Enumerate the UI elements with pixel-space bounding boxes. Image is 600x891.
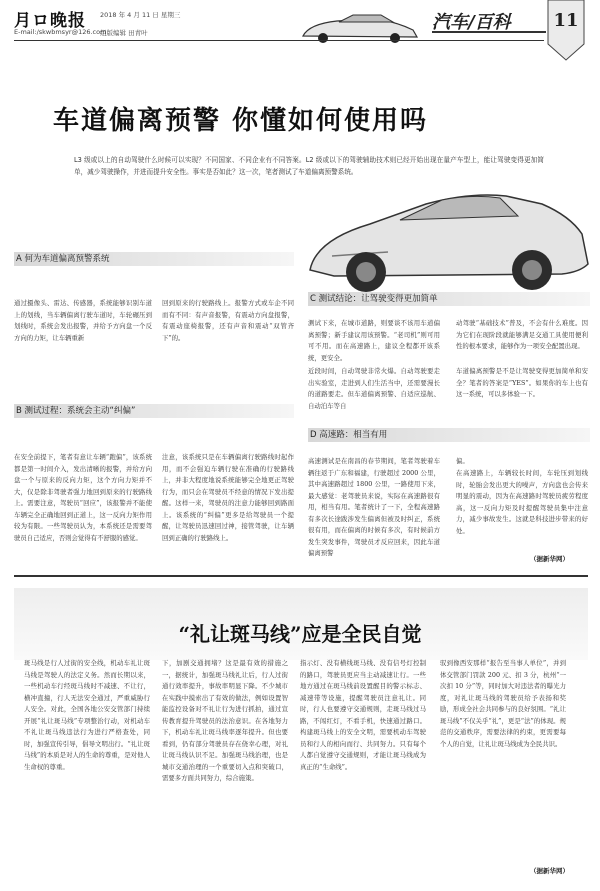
section-c-col1b: 近段时间，自动驾驶非常火爆。自动驾驶要走出实验室，走进到人们生活当中，还需要漫长的道路要走。但车道偏离预警、自适应巡航、自动泊车等自 — [308, 367, 440, 410]
section-b-heading: B 测试过程：系统会主动“纠偏” — [14, 404, 294, 418]
header-rule — [14, 40, 544, 41]
article2-col4: 驭到像西安那样“报告至当事人单位”，并到体交管部门罚款 200 元、扣 3 分，杭州“一次扣 10 分”等，同时加大对违法者的曝光力度，对礼让斑马线的驾驶员给予表扬和奖励，形成全社会共同参与的良好氛围。“礼让斑马线”不仅关乎“礼”，更是“法”的体现。规范的交通秩序，需要法律的约束，更需要每个人的自觉，让礼让斑马线成为全民共识。 — [440, 659, 566, 748]
header-date: 2018 年 4 月 11 日 星期三 — [100, 11, 181, 19]
section-a-col2: 回到原来的行驶路线上。报警方式或车企不同而有不同：有声音报警，有震动方向盘报警，有震动座椅报警，还有声音和震动“双管齐下”的。 — [162, 299, 294, 342]
header-editor: 组版编辑 田青叶 — [100, 29, 148, 37]
section-b-col2: 注意，该系统只是在车辆偏离行驶路线时起作用，而不会强迫车辆行驶在准确的行驶路线上，并非大程度地说系统能够完全地更正驾驶行为，而只会在驾驶员不经意的情况下发出提醒。这样一来，驾驶员的注意力能够回到路面上。该系统的“纠偏”更多是给驾驶员一个提醒，让驾驶员迅速回过神，接管驾驶，让车辆回到正确的行驶路线上。 — [162, 453, 294, 542]
section-c-heading: C 测试结论：让驾驶变得更加简单 — [308, 292, 590, 306]
car-illustration — [292, 186, 597, 298]
section-title: 汽车/百科 — [432, 12, 511, 33]
section-d-col1: 高速测试是在南昌的春节期间，笔者驾驶着车辆往返于广东和福建，行驶超过 2000 公里，其中高速路超过 1800 公里，一路使用下来，最大感觉：老驾驶员来说，实际在高速路很有用，相当有用。笔者统计了一下，全程高速路有多次长途跋涉发生偏离但被及时纠正，系统很有用，而在偏离的时候有多次，有时候前方发生突发事件，驾驶员才反应回来，因此车道偏离预警 — [308, 457, 440, 557]
page-number: 11 — [553, 10, 579, 31]
article2-col1: 斑马线是行人过街的安全线，机动车礼让斑马线是驾驶人的法定义务。然而长期以来，一些机动车行经斑马线时不减速、不让行，横冲直撞，行人无法安全通过，严重威胁行人安全。对此，全国各地公安交管部门持续开展“礼让斑马线”专项整治行动，对机动车不礼让斑马线违法行为进行严格查处，同时，加强宣传引导，倡导文明出行。“礼让斑马线”的本质是对人的生命的尊重，是对他人生命权的尊重。 — [24, 659, 150, 771]
section-d-col2: 偏。 — [456, 457, 469, 465]
section-b-col1: 在安全前提下，笔者有意让车辆“跑偏”，该系统都是第一时间介入，发出清晰的报警，并给方向盘一个与原来的反向力矩，这个方向力矩并不大，仅是除非驾驶者强力地回到原来的行驶路线上。需要注意，驾驶员“回应”，该报警并不能使车辆完全正确地回到正道上，这一反向力矩作用较为有限。一些驾驶员认为，本系统还是需要驾驶员自己适应，否则会觉得有不舒服的感觉。 — [14, 453, 152, 542]
section-d-heading: D 高速路：相当有用 — [308, 428, 590, 442]
section-c-col2: 动驾驶“基础技术”普及，不会有什么难度。因为它们在现阶段就能够满足交通工具使用便利性的根本要求，能够作为一项安全配置出现。 — [456, 319, 588, 350]
header-email: E-mail:/skwbmsyr@126.com — [14, 28, 107, 36]
article1-lead: L3 级或以上的自动驾驶什么时候可以实现？不同国家、不同企业有不同答案。L2 级或以下的驾驶辅助技术则已经开始出现在量产车型上，能让驾驶变得更加简单，减少驾驶操作，并进而提升安全性。事实是否如此？这一次，笔者测试了车道偏离预警系统。 — [74, 156, 544, 176]
article2-credit: （据新华网） — [530, 867, 569, 875]
article1-headline: 车道偏离预警 你懂如何使用吗 — [53, 106, 429, 136]
article-divider — [14, 575, 588, 577]
section-a-col1: 通过摄像头、雷达、传感器，系统能够识别车道上的划线，当车辆偏离行驶车道时，车轮碾压到划线时，系统会发出报警，并给予方向盘一个反方向的力矩，让车辆重新 — [14, 299, 152, 342]
masthead-logo: 月ロ晚报 — [14, 11, 86, 31]
article1-credit: （据新华网） — [530, 555, 569, 563]
section-a-heading: A 何为车道偏离预警系统 — [14, 252, 294, 266]
section-c-col1: 测试下来，在城市道路，则要谈不该用车道偏离预警；新手建议用该预警。“老司机”则可用可不用。而在高速路上，建议全程都开该系统，更安全。 — [308, 319, 440, 362]
article2-headline: “礼让斑马线”应是全民自觉 — [178, 622, 422, 646]
article2-col3: 指示灯、没有横线斑马线、没有信号灯控制的路口，驾驶员更应当主动减速让行。一些地方通过在斑马线前设置醒目的警示标志、减速带等设施，提醒驾驶员注意礼让。同时，行人也要遵守交通规则，走斑马线过马路，不闯红灯，不看手机，快速通过路口。构建斑马线上的安全文明，需要机动车驾驶员和行人的相向而行、共同努力。只有每个人都自觉遵守交通规则，才能让斑马线成为真正的“生命线”。 — [300, 659, 426, 771]
article2-col2: 下，加剧交通拥堵？这是最有效的措施之一，据统计，加强斑马线礼让后，行人过街通行效率提升，事故率明显下降。不少城市在实践中摸索出了有效的做法，例如设置智能监控设备对不礼让行为进行抓拍，通过宣传教育提升驾驶员的法治意识。在各地努力下，机动车礼让斑马线率逐年提升。但也要看到，仍有部分驾驶员存在侥幸心理，对礼让斑马线认识不足。加强斑马线治理，也是城市交通治理的一个重要切入点和突破口，需要多方面共同努力，综合施策。 — [162, 659, 288, 782]
section-d-col2b: 在高速路上，车辆较长时间，车轮压到划线时，轮胎会发出更大的噪声，方向盘也会传来明显的震动，因为在高速路时驾驶员疲劳程度高，这一反向力矩及时提醒驾驶员集中注意力，减少事故发生。这就是科技进步带来的好处。 — [456, 469, 588, 535]
section-c-col2b: 车道偏离预警是不是让驾驶变得更加简单和安全？笔者的答案是“YES”。如果你的车上也有这一系统，可以多体验一下。 — [456, 367, 588, 398]
